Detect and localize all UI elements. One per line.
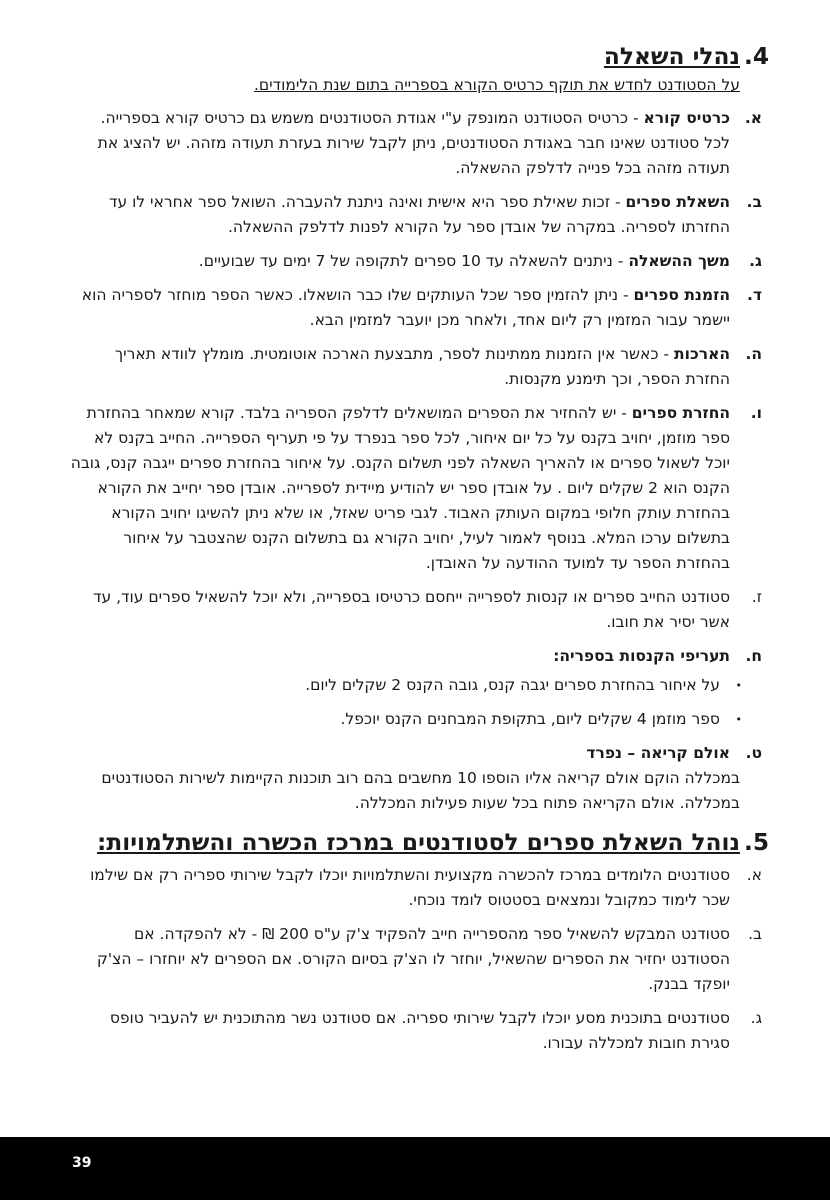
item-heading: תעריפי הקנסות בספריה: [553,647,730,665]
item-text: סטודנטים בתוכנית מסע יוכלו לקבל שירותי ספריה. אם סטודנט נשר מהתוכנית יש להעביר טופס סגירת חובות למכללה עבורו. [109,1009,730,1052]
item-text: - ניתנים להשאלה עד 10 ספרים לתקופה של 7 ימים עד שבועיים. [198,252,629,270]
training-rule-item [70,922,762,997]
training-rule-item [70,1006,762,1056]
item-marker: ז. [751,588,762,606]
page-content [70,43,769,1065]
item-text: - יש להחזיר את הספרים המושאלים לדלפק הספריה בלבד. קורא שמאחר בהחזרת ספר מוזמן, יחויב בקנס על כל יום איחור, לכל ספר בנפרד על פי תעריף הספרייה. החייב בקנס לא יוכל לשאול ספרים או להאריך השאלה לפני תשלום הקנס. על איחור בהחזרת ספרים ייגבה קנס, גובה הקנס הוא 2 שקלים ליום . על אובדן ספר יש להודיע מיידית לספרייה. אובדן ספר יחייב את הקורא בהחזרת עותק חלופי במקום העותק האבוד. לגבי פריט שאזל, או שלא ניתן להשיגו יחויב הקורא בתשלום ערכו המלא. בנוסף לאמור לעיל, יחויב הקורא גם בתשלום הקנס שהצטבר על איחור בהחזרת הספר עד למועד ההודעה על האובדן. [70,404,730,572]
item-heading: השאלת ספרים [625,193,730,211]
item-text: סטודנטים הלומדים במרכז להכשרה מקצועית והשתלמויות יוכלו לקבל שירותי ספריה רק אם שילמו שכר לימוד כמקובל ונמצאים בסטטוס לומד נוכחי. [90,866,730,909]
rule-item-book-return [70,401,762,576]
list-item-text: ספר מוזמן 4 שקלים ליום, בתקופת המבחנים הקנס יוכפל. [340,710,720,728]
item-marker: ט. [745,744,762,762]
item-marker: ו. [750,404,762,422]
rule-item-reading-room [70,741,762,816]
rule-item-extensions [70,342,762,392]
bullet-dot-icon: • [735,679,742,692]
rule-item-book-borrowing [70,190,762,240]
section-5-number: 5. [743,829,769,856]
rule-item-book-reservation [70,283,762,333]
item-marker: א. [744,109,762,127]
rule-item-fines [70,644,762,732]
item-text: - ניתן להזמין ספר שכל העותקים שלו כבר הושאלו. כאשר הספר מוחזר לספריה הוא יישמר עבור המזמין רק ליום אחד, ולאחר מכן יועבר למזמין הבא. [81,286,730,329]
bullet-dot-icon: • [735,713,742,726]
item-marker: א. [746,866,762,884]
fines-list [70,673,742,732]
item-text: סטודנט המבקש להשאיל ספר מהספרייה חייב להפקיד צ'ק ע"ס 200 ₪ - לא להפקדה. אם הסטודנט יחזיר את הספרים שהשאיל, יוחזר לו הצ'ק בסיום הקורס. אם הספרים לא יוחזרו – הצ'ק יופקד בבנק. [96,925,730,993]
item-marker: ב. [746,193,762,211]
item-text: - כרטיס הסטודנט המונפק ע"י אגודת הסטודנטים משמש גם כרטיס קורא בספרייה. לכל סטודנט שאינו חבר באגודת הסטודנטים, ניתן לקבל שירות בעזרת תעודה מזהה. יש להציג את תעודה מזהה בכל פנייה לדלפק ההשאלה. [97,109,730,177]
item-heading: הארכות [674,345,730,363]
item-text: - זכות שאילת ספר היא אישית ואינה ניתנת להעברה. השואל ספר אחראי לו עד החזרתו לספריה. במקרה של אובדן ספר על הקורא לפנות לדלפק ההשאלה. [108,193,730,236]
item-marker: ה. [745,345,762,363]
section-5-title [70,829,769,856]
rule-item-debt-block [70,585,762,635]
item-marker: ח. [745,647,762,665]
page-footer [0,1137,830,1200]
rule-item-reader-card [70,106,762,181]
section-5-title-text: נוהל השאלת ספרים לסטודנטים במרכז הכשרה והשתלמויות: [97,829,740,856]
item-heading: אולם קריאה – נפרד [586,744,730,762]
item-heading: כרטיס קורא [643,109,730,127]
section-4-title [70,43,769,70]
item-heading: משך ההשאלה [628,252,730,270]
item-marker: ג. [749,252,762,270]
item-heading: הזמנת ספרים [633,286,730,304]
item-marker: ד. [746,286,762,304]
item-marker: ג. [750,1009,762,1027]
item-text: במכללה הוקם אולם קריאה אליו הוספו 10 מחשבים בהם רוב תוכנות הקיימות לשירות הסטודנטים במכללה. אולם הקריאה פתוח בכל שעות פעילות המכללה. [101,769,740,812]
page-number: 39 [72,1155,92,1171]
training-rule-item [70,863,762,913]
list-item [70,707,742,732]
list-item-text: על איחור בהחזרת ספרים יגבה קנס, גובה הקנס 2 שקלים ליום. [305,676,720,694]
item-text: סטודנט החייב ספרים או קנסות לספרייה ייחסם כרטיסו בספרייה, ולא יוכל להשאיל ספרים עוד, עד אשר יסיר את חובו. [93,588,730,631]
rule-item-loan-duration [70,249,762,274]
item-marker: ב. [748,925,762,943]
section-4-number: 4. [743,43,769,70]
list-item [70,673,742,698]
item-text: - כאשר אין הזמנות ממתינות לספר, מתבצעת הארכה אוטומטית. מומלץ לוודא תאריך החזרת הספר, וכך תימנע מקנסות. [114,345,730,388]
section-4-intro: על הסטודנט לחדש את תוקף כרטיס הקורא בספרייה בתום שנת הלימודים. [253,76,740,94]
section-4-title-text: נהלי השאלה [603,43,740,70]
item-heading: החזרת ספרים [631,404,730,422]
